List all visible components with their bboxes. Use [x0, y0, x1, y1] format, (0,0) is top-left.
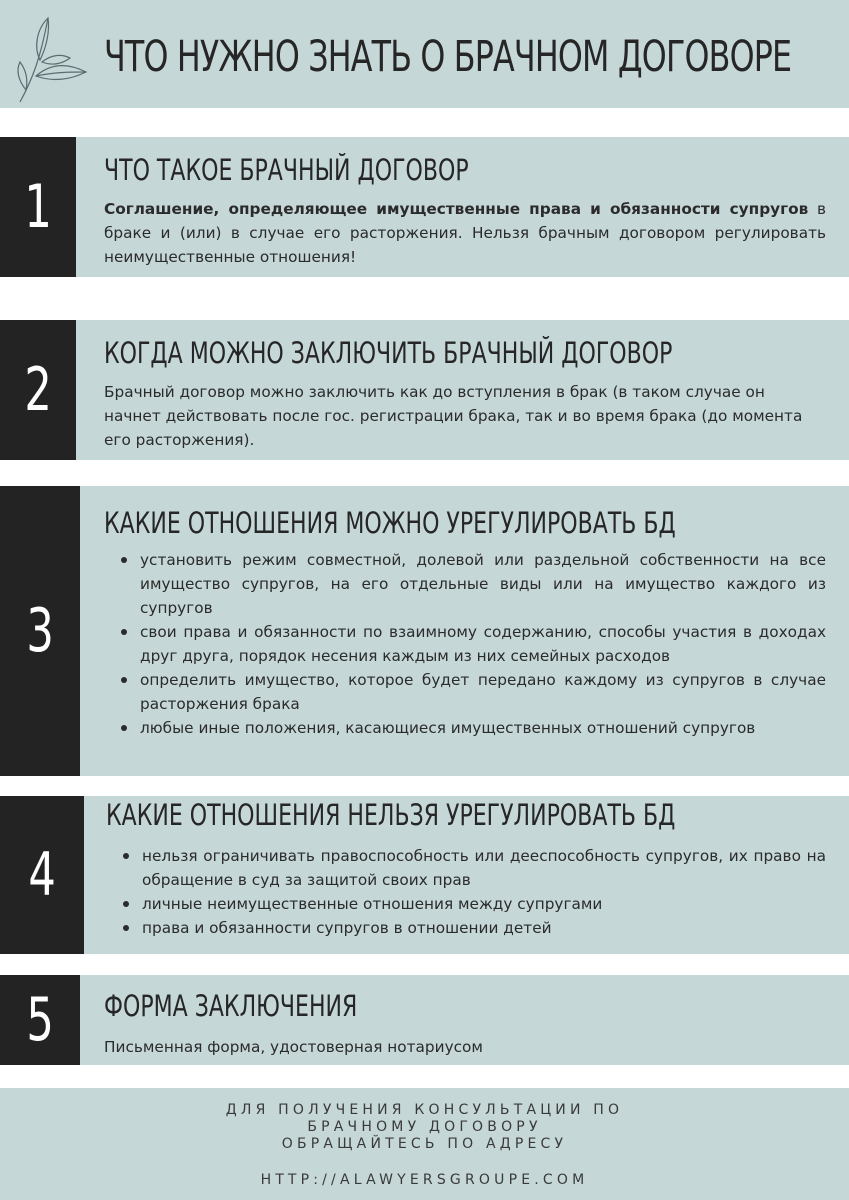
bullet-list	[118, 548, 826, 740]
footer-contact	[0, 1088, 849, 1200]
list-item: установить режим совместной, долевой или раздельной собственности на все имущество супругов, на его отдельные виды или на имущество каждого из супругов	[118, 548, 826, 620]
section-text-rest: в браке и (или) в случае его расторжения. Нельзя брачным договором регулировать неимущественные отношения!	[104, 200, 826, 266]
list-item: нельзя ограничивать правоспособность или дееспособность супругов, их право на обращение в суд за защитой своих прав	[120, 844, 826, 892]
section-title: КАКИЕ ОТНОШЕНИЯ МОЖНО УРЕГУЛИРОВАТЬ БД	[104, 506, 676, 540]
section-3	[0, 486, 849, 776]
footer-text: ДЛЯ ПОЛУЧЕНИЯ КОНСУЛЬТАЦИИ ПО БРАЧНОМУ ДОГОВОРУ ОБРАЩАЙТЕСЬ ПО АДРЕСУ	[225, 1102, 624, 1152]
section-title: КАКИЕ ОТНОШЕНИЯ НЕЛЬЗЯ УРЕГУЛИРОВАТЬ БД	[106, 798, 676, 832]
list-item: определить имущество, которое будет передано каждому из супругов в случае расторжения брака	[118, 668, 826, 716]
section-4	[0, 796, 849, 954]
section-title: КОГДА МОЖНО ЗАКЛЮЧИТЬ БРАЧНЫЙ ДОГОВОР	[104, 336, 673, 370]
section-text	[104, 197, 826, 269]
header-banner	[0, 0, 849, 108]
list-item: любые иные положения, касающиеся имущественных отношений супругов	[118, 716, 826, 740]
section-text-bold: Соглашение, определяющее имущественные права и обязанности супругов	[104, 200, 809, 218]
section-number: 5	[26, 985, 54, 1055]
list-item: личные неимущественные отношения между супругами	[120, 892, 826, 916]
section-1	[0, 137, 849, 277]
section-number: 2	[24, 355, 52, 425]
page-title: ЧТО НУЖНО ЗНАТЬ О БРАЧНОМ ДОГОВОРЕ	[104, 32, 792, 82]
section-number-box	[0, 975, 80, 1065]
section-title: ФОРМА ЗАКЛЮЧЕНИЯ	[104, 989, 358, 1023]
section-text: Брачный договор можно заключить как до вступления в брак (в таком случае он начнет действовать после гос. регистрации брака, так и во время брака (до момента его расторжения).	[104, 383, 803, 449]
section-2	[0, 320, 849, 460]
section-text: Письменная форма, удостоверная нотариусом	[104, 1038, 483, 1056]
section-5	[0, 975, 849, 1065]
section-title: ЧТО ТАКОЕ БРАЧНЫЙ ДОГОВОР	[104, 153, 469, 187]
section-number-box	[0, 796, 84, 954]
section-number-box	[0, 137, 76, 277]
list-item: свои права и обязанности по взаимному содержанию, способы участия в доходах друг друга, порядок несения каждым из них семейных расходов	[118, 620, 826, 668]
section-number-box	[0, 320, 76, 460]
section-number: 3	[26, 596, 54, 666]
section-number-box	[0, 486, 80, 776]
section-number: 4	[28, 840, 56, 910]
section-number: 1	[24, 172, 52, 242]
list-item: права и обязанности супругов в отношении детей	[120, 916, 826, 940]
footer-url-link[interactable]: HTTP://ALAWYERSGROUPE.COM	[260, 1172, 589, 1188]
leaf-branch-icon	[12, 10, 92, 105]
bullet-list	[120, 844, 826, 940]
